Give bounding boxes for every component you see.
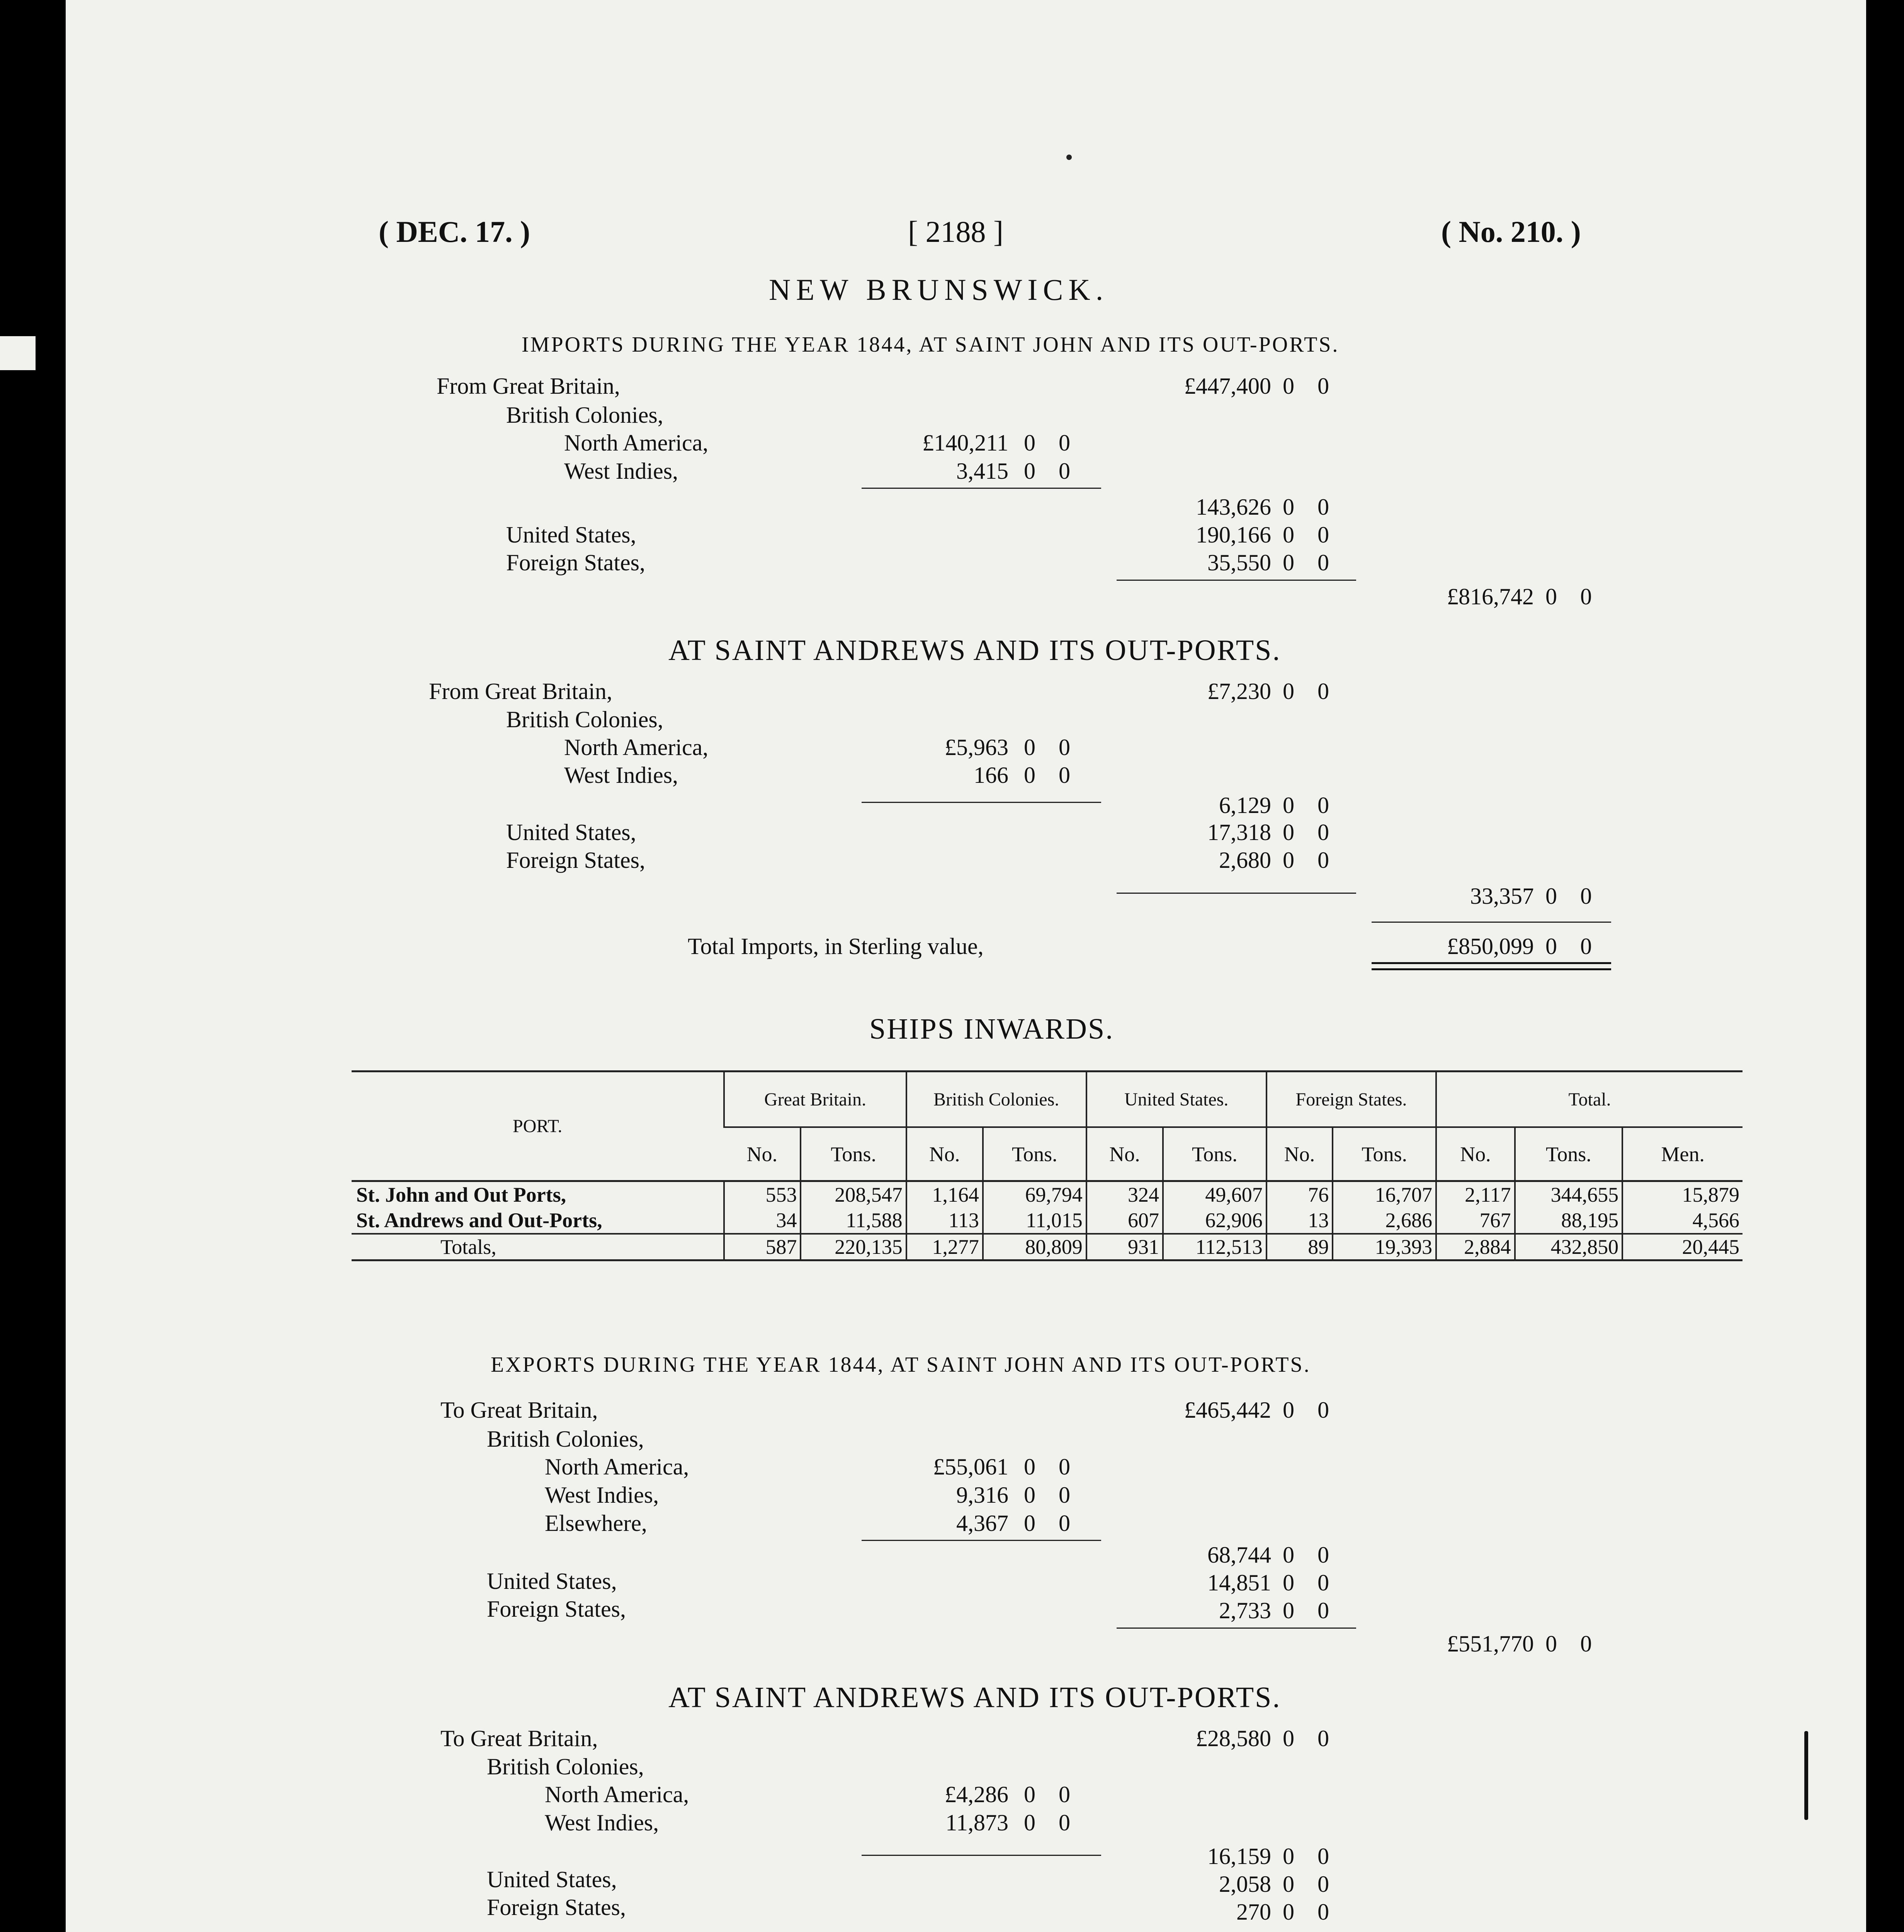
cell: 1,277 xyxy=(906,1234,983,1260)
col-header: Tons. xyxy=(801,1127,906,1181)
ships-inwards-table xyxy=(352,1070,1742,1261)
line-s: 0 xyxy=(1283,847,1294,873)
line-d: 0 xyxy=(1318,1397,1329,1423)
cell: 49,607 xyxy=(1163,1181,1266,1208)
line-amount: 190,166 xyxy=(1196,522,1271,548)
line-d: 0 xyxy=(1318,550,1329,575)
line-label: Foreign States, xyxy=(487,1596,626,1622)
col-header: Tons. xyxy=(1333,1127,1436,1181)
line-s: 0 xyxy=(1283,522,1294,548)
cell: 344,655 xyxy=(1515,1181,1623,1208)
cell: 324 xyxy=(1086,1181,1163,1208)
imports-saint-andrews-heading: AT SAINT ANDREWS AND ITS OUT-PORTS. xyxy=(668,634,1281,667)
line-d: 0 xyxy=(1318,847,1329,873)
cell: 11,588 xyxy=(801,1208,906,1234)
document-page xyxy=(66,0,1866,1932)
line-d: 0 xyxy=(1318,1598,1329,1623)
imports-heading: IMPORTS DURING THE YEAR 1844, AT SAINT JOHN AND ITS OUT-PORTS. xyxy=(522,333,1340,357)
cell: 69,794 xyxy=(983,1181,1086,1208)
line-d: 0 xyxy=(1580,934,1592,959)
line-d: 0 xyxy=(1318,494,1329,520)
line-label: British Colonies, xyxy=(506,707,663,732)
sum-rule xyxy=(1117,1628,1356,1629)
line-s: 0 xyxy=(1024,762,1035,788)
col-header: No. xyxy=(724,1127,801,1181)
line-s: 0 xyxy=(1024,430,1035,456)
page-title: NEW BRUNSWICK. xyxy=(769,273,1109,306)
line-label: North America, xyxy=(564,735,709,760)
group-header: Foreign States. xyxy=(1266,1071,1436,1128)
line-s: 0 xyxy=(1283,1726,1294,1751)
sum-rule xyxy=(862,802,1101,803)
sum-rule xyxy=(862,1855,1101,1856)
line-label: West Indies, xyxy=(564,762,678,788)
line-label: West Indies, xyxy=(545,1482,659,1508)
line-label: British Colonies, xyxy=(506,402,663,428)
line-label: West Indies, xyxy=(564,458,678,484)
port-cell: St. John and Out Ports, xyxy=(356,1183,566,1206)
line-s: 0 xyxy=(1283,550,1294,575)
line-label: Foreign States, xyxy=(506,847,645,873)
cell: 16,707 xyxy=(1333,1181,1436,1208)
section-total: £551,770 xyxy=(1447,1631,1534,1656)
line-d: 0 xyxy=(1580,584,1592,609)
line-s: 0 xyxy=(1283,494,1294,520)
cell: 2,884 xyxy=(1436,1234,1515,1260)
cell: 88,195 xyxy=(1515,1208,1623,1234)
line-label: North America, xyxy=(545,1454,689,1480)
ships-inwards-heading: SHIPS INWARDS. xyxy=(869,1013,1114,1045)
line-label: Foreign States, xyxy=(506,550,645,575)
line-s: 0 xyxy=(1283,1570,1294,1595)
line-d: 0 xyxy=(1318,679,1329,704)
col-header: No. xyxy=(1436,1127,1515,1181)
sum-rule xyxy=(1117,893,1356,894)
cell: 607 xyxy=(1086,1208,1163,1234)
total-imports-amount: £850,099 xyxy=(1447,934,1534,959)
line-label: West Indies, xyxy=(545,1810,659,1835)
line-label: To Great Britain, xyxy=(440,1726,598,1751)
col-header: No. xyxy=(1266,1127,1333,1181)
line-s: 0 xyxy=(1283,1542,1294,1568)
line-amount: 3,415 xyxy=(956,458,1008,484)
line-d: 0 xyxy=(1059,458,1070,484)
cell: 432,850 xyxy=(1515,1234,1623,1260)
line-s: 0 xyxy=(1024,458,1035,484)
header-date: ( DEC. 17. ) xyxy=(379,215,530,248)
cell: 11,015 xyxy=(983,1208,1086,1234)
line-d: 0 xyxy=(1318,1726,1329,1751)
line-label: From Great Britain, xyxy=(429,679,612,704)
line-d: 0 xyxy=(1318,1899,1329,1925)
line-label: United States, xyxy=(506,522,636,548)
cell: 1,164 xyxy=(906,1181,983,1208)
port-cell: Totals, xyxy=(352,1234,724,1260)
line-s: 0 xyxy=(1024,1510,1035,1536)
cell: 767 xyxy=(1436,1208,1515,1234)
line-d: 0 xyxy=(1318,1570,1329,1595)
line-d: 0 xyxy=(1059,762,1070,788)
line-amount: 270 xyxy=(1236,1899,1271,1925)
line-s: 0 xyxy=(1024,1810,1035,1835)
line-amount: 16,159 xyxy=(1207,1844,1271,1869)
line-s: 0 xyxy=(1283,1899,1294,1925)
line-d: 0 xyxy=(1580,883,1592,909)
line-d: 0 xyxy=(1580,1631,1592,1656)
line-d: 0 xyxy=(1318,522,1329,548)
line-amount: £55,061 xyxy=(933,1454,1008,1480)
exports-heading: EXPORTS DURING THE YEAR 1844, AT SAINT JOHN AND ITS OUT-PORTS. xyxy=(491,1353,1311,1377)
sum-rule xyxy=(1372,922,1611,923)
line-amount: £7,230 xyxy=(1207,679,1271,704)
sum-rule xyxy=(862,1540,1101,1541)
line-label: North America, xyxy=(564,430,709,456)
totals-row xyxy=(352,1234,1742,1260)
line-amount: 17,318 xyxy=(1207,820,1271,845)
line-d: 0 xyxy=(1318,820,1329,845)
cell: 89 xyxy=(1266,1234,1333,1260)
cell: 2,686 xyxy=(1333,1208,1436,1234)
line-s: 0 xyxy=(1545,934,1557,959)
line-amount: 68,744 xyxy=(1207,1542,1271,1568)
line-s: 0 xyxy=(1545,1631,1557,1656)
table-row xyxy=(352,1208,1742,1234)
cell: 19,393 xyxy=(1333,1234,1436,1260)
col-header: No. xyxy=(906,1127,983,1181)
cell: 13 xyxy=(1266,1208,1333,1234)
cell: 15,879 xyxy=(1622,1181,1742,1208)
line-label: United States, xyxy=(487,1867,617,1892)
cell: 34 xyxy=(724,1208,801,1234)
line-s: 0 xyxy=(1545,883,1557,909)
line-s: 0 xyxy=(1283,1871,1294,1897)
line-amount: 2,680 xyxy=(1219,847,1271,873)
line-label: North America, xyxy=(545,1782,689,1807)
line-d: 0 xyxy=(1318,1542,1329,1568)
left-edge-tab xyxy=(0,336,36,370)
line-s: 0 xyxy=(1024,1782,1035,1807)
line-s: 0 xyxy=(1024,1482,1035,1508)
col-header: Tons. xyxy=(1515,1127,1623,1181)
line-amount: 166 xyxy=(974,762,1008,788)
cell: 587 xyxy=(724,1234,801,1260)
line-label: Foreign States, xyxy=(487,1895,626,1920)
line-s: 0 xyxy=(1024,735,1035,760)
col-header: Tons. xyxy=(983,1127,1086,1181)
cell: 20,445 xyxy=(1622,1234,1742,1260)
col-header: Men. xyxy=(1622,1127,1742,1181)
line-amount: 2,058 xyxy=(1219,1871,1271,1897)
line-d: 0 xyxy=(1059,735,1070,760)
line-s: 0 xyxy=(1024,1454,1035,1480)
margin-mark xyxy=(1804,1731,1808,1820)
line-amount: £5,963 xyxy=(945,735,1008,760)
line-d: 0 xyxy=(1318,373,1329,399)
line-label: British Colonies, xyxy=(487,1754,644,1779)
line-amount: 2,733 xyxy=(1219,1598,1271,1623)
double-rule xyxy=(1372,962,1611,964)
line-label: British Colonies, xyxy=(487,1426,644,1452)
line-d: 0 xyxy=(1059,1454,1070,1480)
cell: 553 xyxy=(724,1181,801,1208)
line-amount: £28,580 xyxy=(1196,1726,1271,1751)
line-s: 0 xyxy=(1283,1844,1294,1869)
section-total: £816,742 xyxy=(1447,584,1534,609)
cell: 80,809 xyxy=(983,1234,1086,1260)
port-column-header: PORT. xyxy=(352,1071,724,1181)
line-s: 0 xyxy=(1283,679,1294,704)
line-amount: £465,442 xyxy=(1184,1397,1271,1423)
line-d: 0 xyxy=(1059,1782,1070,1807)
line-s: 0 xyxy=(1283,793,1294,818)
line-d: 0 xyxy=(1059,430,1070,456)
group-header: Great Britain. xyxy=(724,1071,906,1128)
line-amount: 9,316 xyxy=(956,1482,1008,1508)
line-amount: 14,851 xyxy=(1207,1570,1271,1595)
port-cell: St. Andrews and Out-Ports, xyxy=(356,1209,602,1232)
header-doc-number: ( No. 210. ) xyxy=(1441,215,1581,248)
cell: 208,547 xyxy=(801,1181,906,1208)
line-amount: £447,400 xyxy=(1184,373,1271,399)
exports-saint-andrews-heading: AT SAINT ANDREWS AND ITS OUT-PORTS. xyxy=(668,1681,1281,1714)
line-amount: 4,367 xyxy=(956,1510,1008,1536)
group-header: Total. xyxy=(1436,1071,1742,1128)
col-header: Tons. xyxy=(1163,1127,1266,1181)
line-label: United States, xyxy=(487,1568,617,1594)
line-d: 0 xyxy=(1059,1810,1070,1835)
line-d: 0 xyxy=(1059,1482,1070,1508)
line-d: 0 xyxy=(1318,1871,1329,1897)
cell: 112,513 xyxy=(1163,1234,1266,1260)
group-header: British Colonies. xyxy=(906,1071,1086,1128)
total-imports-label: Total Imports, in Sterling value, xyxy=(688,934,984,959)
cell: 62,906 xyxy=(1163,1208,1266,1234)
cell: 113 xyxy=(906,1208,983,1234)
col-header: No. xyxy=(1086,1127,1163,1181)
line-d: 0 xyxy=(1059,1510,1070,1536)
line-s: 0 xyxy=(1283,820,1294,845)
line-label: To Great Britain, xyxy=(440,1397,598,1423)
line-amount: 11,873 xyxy=(945,1810,1008,1835)
line-s: 0 xyxy=(1283,373,1294,399)
line-d: 0 xyxy=(1318,1844,1329,1869)
cell: 4,566 xyxy=(1622,1208,1742,1234)
line-amount: £140,211 xyxy=(922,430,1008,456)
line-amount: £4,286 xyxy=(945,1782,1008,1807)
line-label: United States, xyxy=(506,820,636,845)
line-amount: 143,626 xyxy=(1196,494,1271,520)
cell: 931 xyxy=(1086,1234,1163,1260)
line-label: Elsewhere, xyxy=(545,1510,647,1536)
ink-dot xyxy=(1066,155,1072,160)
cell: 76 xyxy=(1266,1181,1333,1208)
sum-rule xyxy=(862,488,1101,489)
header-page-number: [ 2188 ] xyxy=(908,215,1003,248)
table-row xyxy=(352,1181,1742,1208)
section-total: 33,357 xyxy=(1470,883,1534,909)
cell: 2,117 xyxy=(1436,1181,1515,1208)
line-s: 0 xyxy=(1283,1598,1294,1623)
line-s: 0 xyxy=(1545,584,1557,609)
line-amount: 35,550 xyxy=(1207,550,1271,575)
line-amount: 6,129 xyxy=(1219,793,1271,818)
line-s: 0 xyxy=(1283,1397,1294,1423)
cell: 220,135 xyxy=(801,1234,906,1260)
sum-rule xyxy=(1117,580,1356,581)
group-header: United States. xyxy=(1086,1071,1266,1128)
line-label: From Great Britain, xyxy=(437,373,620,399)
line-d: 0 xyxy=(1318,793,1329,818)
